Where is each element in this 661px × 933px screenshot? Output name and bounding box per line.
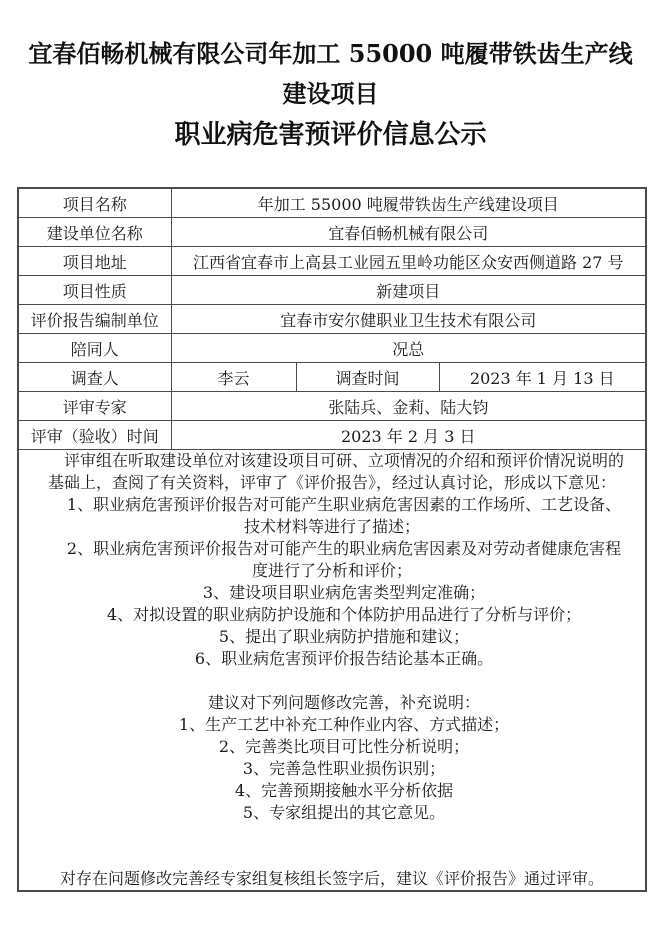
opinion-line: 评审组在听取建设单位对该建设项目可研、立项情况的介绍和预评价情况说明的: [64, 451, 625, 470]
field-label: 项目性质: [18, 276, 171, 305]
opinion-line: 基础上，查阅了有关资料，评审了《评价报告》，经过认真讨论，形成以下意见：: [48, 473, 617, 492]
title-line-2: 建设项目: [282, 79, 379, 108]
opinion-block: [21, 450, 643, 890]
opinion-line: [21, 670, 643, 692]
table-row: [18, 421, 646, 450]
title-line-3: 职业病危害预评价信息公示: [174, 120, 487, 150]
title-line-1: 宜春佰畅机械有限公司年加工 55000 吨履带铁齿生产线: [28, 39, 633, 68]
opinion-line: 建议对下列问题修改完善，补充说明：: [208, 693, 481, 712]
field-label: 评审（验收）时间: [18, 421, 171, 450]
table-row: [18, 334, 646, 363]
field-value: 宜春市安尔健职业卫生技术有限公司: [171, 305, 646, 334]
table-row-opinion: [18, 450, 646, 892]
table-row: [18, 392, 646, 421]
opinion-line: 5、专家组提出的其它意见。: [242, 803, 446, 822]
opinion-line: 4、对拟设置的职业病防护设施和个体防护用品进行了分析与评价；: [106, 605, 582, 624]
field-value: 新建项目: [171, 276, 646, 305]
table-row: [18, 305, 646, 334]
field-label: 项目名称: [18, 188, 171, 218]
opinion-line: 4、完善预期接触水平分析依据: [234, 781, 454, 800]
opinion-line: 2、职业病危害预评价报告对可能产生的职业病危害因素及对劳动者健康危害程: [66, 539, 622, 558]
opinion-line: 3、建设项目职业病危害类型判定准确；: [202, 583, 486, 602]
table-row: [18, 188, 646, 218]
opinion-line: [21, 846, 643, 868]
field-value: 张陆兵、金莉、陆大钧: [171, 392, 646, 421]
opinion-line: 对存在问题修改完善经专家组复核组长签字后，建议《评价报告》通过评审。: [60, 869, 605, 888]
table-row-survey: [18, 363, 646, 392]
opinion-cell: [18, 450, 646, 892]
opinion-line: 2、完善类比项目可比性分析说明；: [218, 737, 470, 756]
field-value: 2023 年 2 月 3 日: [171, 421, 646, 450]
table-row: [18, 276, 646, 305]
field-value: 李云: [171, 363, 296, 392]
opinion-line: 1、职业病危害预评价报告对可能产生职业病危害因素的工作场所、工艺设备、: [66, 495, 622, 514]
field-value: 2023 年 1 月 13 日: [439, 363, 646, 392]
opinion-line: [21, 824, 643, 846]
field-label: 项目地址: [18, 247, 171, 276]
opinion-line: 6、职业病危害预评价报告结论基本正确。: [194, 649, 494, 668]
opinion-line: 技术材料等进行了描述；: [244, 517, 421, 536]
table-row: [18, 218, 646, 247]
field-label: 建设单位名称: [18, 218, 171, 247]
table-row: [18, 247, 646, 276]
opinion-line: 5、提出了职业病防护措施和建议；: [218, 627, 470, 646]
field-value: 宜春佰畅机械有限公司: [171, 218, 646, 247]
field-label: 评价报告编制单位: [18, 305, 171, 334]
document-title: [0, 0, 661, 156]
info-table: [17, 187, 647, 892]
opinion-line: 1、生产工艺中补充工种作业内容、方式描述；: [178, 715, 510, 734]
field-label: 陪同人: [18, 334, 171, 363]
field-label: 调查时间: [296, 363, 439, 392]
field-value: 况总: [171, 334, 646, 363]
opinion-line: 度进行了分析和评价；: [252, 561, 413, 580]
opinion-line: 3、完善急性职业损伤识别；: [242, 759, 446, 778]
field-label: 调查人: [18, 363, 171, 392]
field-value: 年加工 55000 吨履带铁齿生产线建设项目: [171, 188, 646, 218]
field-label: 评审专家: [18, 392, 171, 421]
field-value: 江西省宜春市上高县工业园五里岭功能区众安西侧道路 27 号: [171, 247, 646, 276]
